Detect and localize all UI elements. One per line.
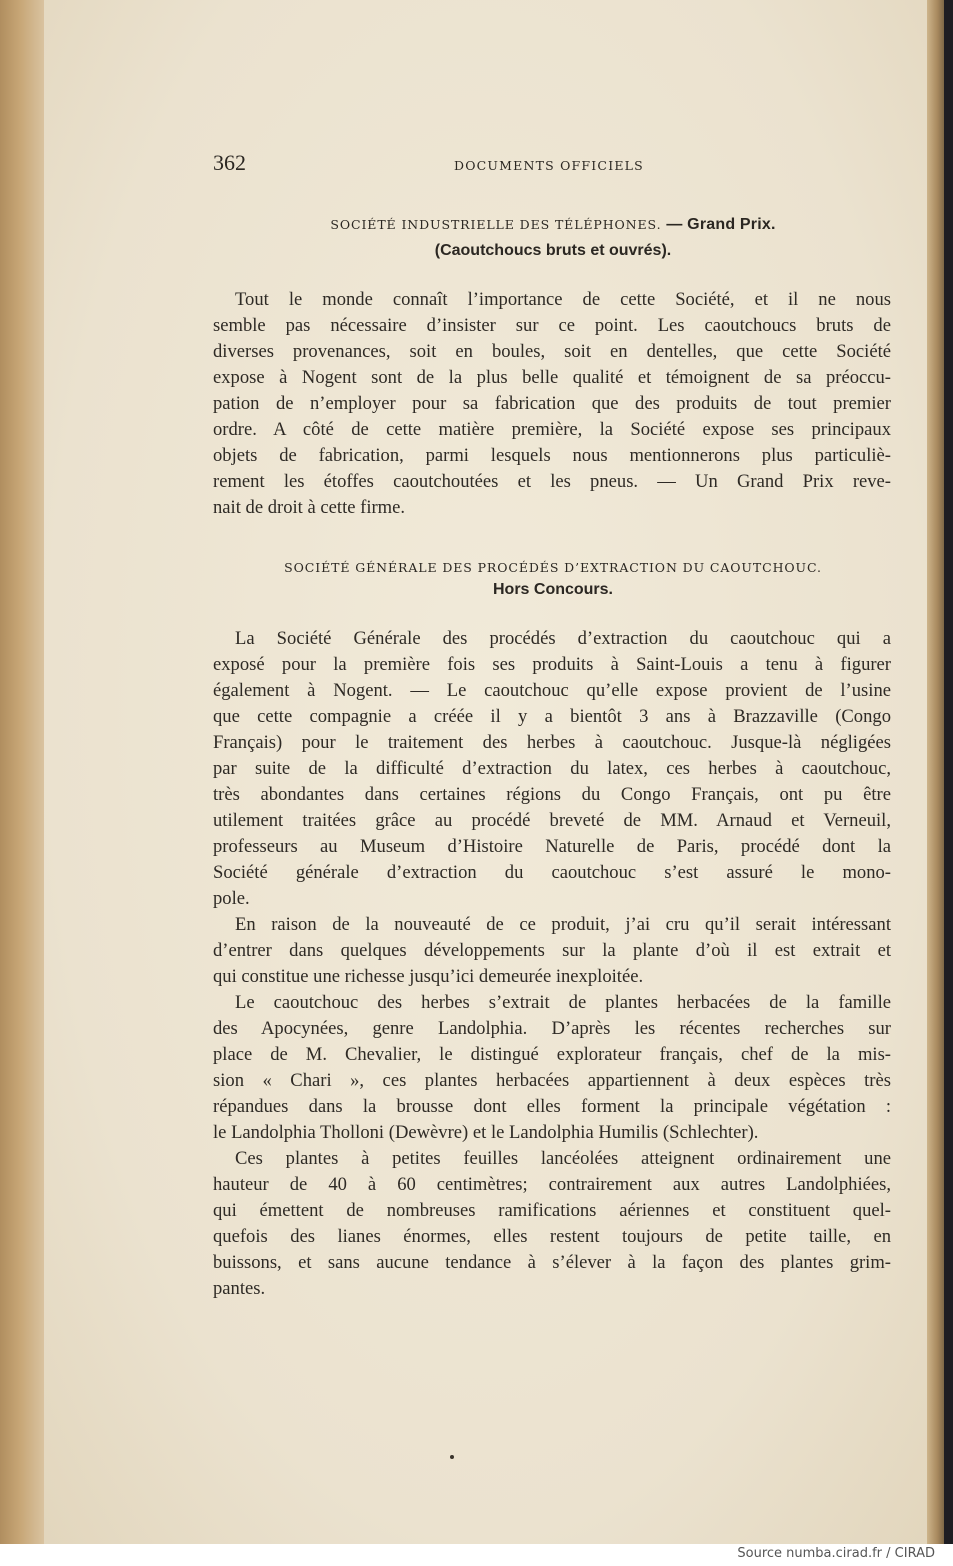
section1-company: SOCIÉTÉ INDUSTRIELLE DES TÉLÉPHONES. [330,217,662,232]
section1-award: — Grand Prix. [666,216,776,233]
text-line: Société générale d’extraction du caoutchouc s’est assuré le mono- [213,862,891,883]
text-line: place de M. Chevalier, le distingué explorateur français, chef de la mis- [213,1044,891,1065]
text-line: expose à Nogent sont de la plus belle qualité et témoignent de sa préoccu- [213,367,891,388]
text-line: sion « Chari », ces plantes herbacées appartiennent à deux espèces très [213,1070,891,1091]
text-line: quefois des lianes énormes, elles restent toujours de petite taille, en [213,1226,891,1247]
text-line: professeurs au Museum d’Histoire Naturelle de Paris, procédé dont la [213,836,891,857]
text-line: Tout le monde connaît l’importance de cette Société, et il ne nous [235,289,891,310]
text-line: Le caoutchouc des herbes s’extrait de plantes herbacées de la famille [235,992,891,1013]
text-line: La Société Générale des procédés d’extraction du caoutchouc qui a [235,628,891,649]
text-line: pantes. [213,1278,266,1299]
text-line: le Landolphia Tholloni (Dewèvre) et le Landolphia Humilis (Schlechter). [213,1122,759,1143]
ink-speck [450,1455,454,1459]
text-line: ordre. A côté de cette matière première, la Société expose ses principaux [213,419,891,440]
running-head: DOCUMENTS OFFICIELS [454,158,644,173]
section2-award: Hors Concours. [492,581,613,598]
section2-title: SOCIÉTÉ GÉNÉRALE DES PROCÉDÉS D’EXTRACTION DU CAOUTCHOUC. [284,560,822,575]
text-line: Ces plantes à petites feuilles lancéolées atteignent ordinairement une [235,1148,891,1169]
text-line: par suite de la difficulté d’extraction du latex, ces herbes à caoutchouc, [213,758,891,779]
section1-subtitle: (Caoutchoucs bruts et ouvrés). [434,242,672,259]
page-header [213,150,893,180]
source-attribution: Source numba.cirad.fr / CIRAD [737,1546,935,1561]
text-line: En raison de la nouveauté de ce produit, j’ai cru qu’il serait intéressant [235,914,891,935]
text-line: diverses provenances, soit en boules, soit en dentelles, que cette Société [213,341,891,362]
book-spine [944,0,953,1544]
text-line: également à Nogent. — Le caoutchouc qu’elle expose provient de l’usine [213,680,891,701]
page-number: 362 [213,150,246,175]
text-line: répandues dans la brousse dont elles forment la principale végétation : [213,1096,891,1117]
text-line: d’entrer dans quelques développements sur la plante d’où il est extrait et [213,940,891,961]
text-line: que cette compagnie a créée il y a bientôt 3 ans à Brazzaville (Congo [213,706,891,727]
page-edge-left [0,0,44,1544]
text-line: exposé pour la première fois ses produits à Saint-Louis a tenu à figurer [213,654,891,675]
text-line: très abondantes dans certaines régions du Congo Français, ont pu être [213,784,891,805]
text-line: objets de fabrication, parmi lesquels nous mentionnerons plus particuliè- [213,445,891,466]
text-line: des Apocynées, genre Landolphia. D’après les récentes recherches sur [213,1018,891,1039]
text-line: buissons, et sans aucune tendance à s’élever à la façon des plantes grim- [213,1252,891,1273]
text-line: qui constitue une richesse jusqu’ici demeurée inexploitée. [213,966,644,987]
text-line: qui émettent de nombreuses ramifications aériennes et constituent quel- [213,1200,891,1221]
text-line: Français) pour le traitement des herbes à caoutchouc. Jusque-là négligées [213,732,891,753]
text-line: nait de droit à cette firme. [213,497,406,518]
text-line: utilement traitées grâce au procédé breveté de MM. Arnaud et Verneuil, [213,810,891,831]
text-line: semble pas nécessaire d’insister sur ce point. Les caoutchoucs bruts de [213,315,891,336]
text-line: rement les étoffes caoutchoutées et les pneus. — Un Grand Prix reve- [213,471,891,492]
section1-title [213,216,893,234]
text-line: pation de n’employer pour sa fabrication que des produits de tout premier [213,393,891,414]
text-line: hauteur de 40 à 60 centimètres; contrairement aux autres Landolphiées, [213,1174,891,1195]
text-line: pole. [213,888,250,909]
